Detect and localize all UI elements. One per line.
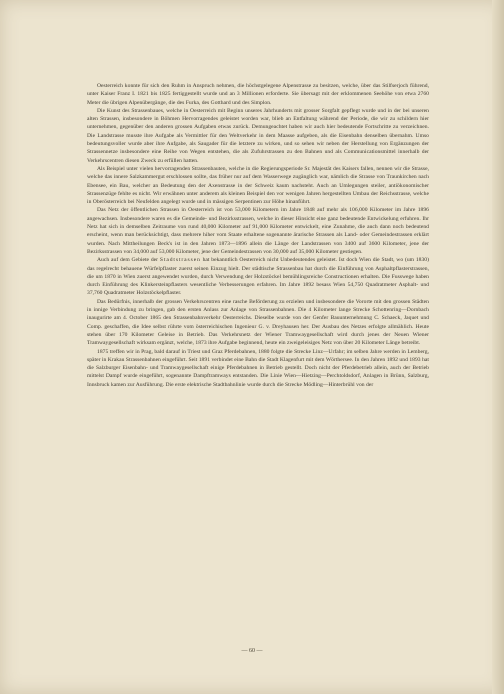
paragraph [87,256,429,297]
paragraph: Als Beispiel unter vielen hervorragenden Strassenbauten, welche in die Regierungsperiode Sr. Majestät des Kaisers fallen, nennen wir die Strasse, welche das innere Salzkammergut erschlossen sollte, das früher nur auf dem Wasserwege zugänglich war, nämlich die Strasse von Traunkirchen nach Ebensee, ein Bau, welcher an Bedeutung den der Axenstrasse in der Schweiz kaum nachsteht. Auch an Umlegungen steiler, antiökonomischer Strassenzüge fehlte es nicht. Wir erwähnen unter anderem als kleinen Beispiel den vor wenigen Jahren hergestellten Umbau der Reichsstrasse, welche in Oberösterreich bei Neufelden angelegt wurde und in mässigen Serpentinen zur Höhe hinanführt. [87,165,429,206]
paragraph: Das Netz der öffentlichen Strassen in Oesterreich ist von 53,000 Kilometern im Jahre 1848 auf mehr als 106,000 Kilometer im Jahre 1896 angewachsen. Insbesondere waren es die Gemeinde- und Bezirksstrassen, welche in dieser Hinsicht eine ganz bedeutende Entwickelung erfuhren. Ihr Netz hat sich in demselben Zeitraume von rund 40,000 Kilometer auf 91,000 Kilometer entwickelt, eine Zunahme, die auch dann noch bedeutend erscheint, wenn man berücksichtigt, dass mehrere hiher vom Staate erhaltene sogenannte ärarische Strassen als Land- oder Gemeindestrassen erklärt wurden. Nach Mittheilungen Beck's ist in den Jahren 1873—1896 allein die Länge der Landstrassen von 3400 auf 3600 Kilometer, jene der Bezirksstrassen von 34,000 auf 53,000 Kilometer, jene der Gemeindestrassen von 30,000 auf 35,000 Kilometer gestiegen. [87,207,429,255]
paragraph: Das Bedürfnis, innerhalb der grossen Verkehrscentren eine rasche Beförderung zu erzielen und insbesondere die Vororte mit den grossen Städten in innige Verbindung zu bringen, gab den ersten Anlass zur Anlage von Strassenbahnen. Die 4 Kilometer lange Strecke Schottenring—Dornbach inaugurirte am 4. October 1865 den Strassenbahnverkehr Oesterreichs. Dieselbe wurde von der Genfer Bauunternehmung C. Schaeck, Jaquet und Comp. geschaffen, die Idee selbst rührte vom österreichischen Ingenieur G. v. Dreyhausen her. Der Ausbau des Netzes erfolgte allmählich. Heute stehen über 170 Kilometer Geleise in Betrieb. Das Verkehrsnetz der Wiener Tramwaygesellschaft wird durch jenes der Neuen Wiener Tramwaygesellschaft wirksam ergänzt, welche, 1873 ihre Aufgabe beginnend, heute ein zweigeleisiges Netz von über 20 Kilometer Länge betreibt. [87,298,429,347]
paragraph-lead: Auch auf dem Gebiete der [97,257,159,264]
paragraph-rest: hat bekanntlich Oesterreich nicht Unbedeutendes geleistet. Ist doch Wien die Stadt, wo (um 1830) das regelrecht behauene Würfelpflaster zuerst seinen Einzug hielt. Der städtische Strassenbau hat durch die Einführung von Asphaltpflasterstrassen, die um 1870 in Wien zuerst angewendet wurden, durch Verwendung der Holzstöckel bemühlingsreiche Constructionen erhalten. Die Fusswege haben durch Einführung des Klinkersteinpflasters wesentliche Verbesserungen erfahren. Im Jahre 1892 besass Wien 54,750 Quadratmeter Asphalt- und 37,760 Quadratmeter Holzstöckelpflaster. [87,257,430,297]
emphasized-term: Stadtstrassen [159,257,201,264]
body-text [87,82,429,389]
paragraph: Die Kunst des Strassenbaues, welche in Oesterreich mit Beginn unseres Jahrhunderts mit grosser Sorgfalt gepflegt wurde und in der bei unseren alten Strassen, insbesondere in Böhmen Hervorragendes geleistet worden war, blieb an Entfaltung während der Periode, die wir zu schildern hier unternehmen, gegenüber den anderen grossen Aufgaben etwas zurück. Demungeachtet haben wir auch hier bedeutende Fortschritte zu verzeichnen. Die Landstrasse musste ihre Aufgabe als Vermittler für den Weltverkehr in dem Maasse aufgeben, als die Eisenbahn denselben übernahm. Umso bedeutungsvoller wurde aber ihre Aufgabe, als Saugader für die letztere zu wirken, und so sehen wir neben der Herstellung von Ergänzungen der Strassennetze insbesondere eine Reihe von Wegen entstehen, die als Zufuhrstrassen zu den Bahnen und als Communicationsmittel innerhalb der Verkehrscentren diesen Zweck zu erfüllen hatten. [87,107,429,164]
page-edge-shadow [492,0,504,694]
paragraph: Oesterreich konnte für sich den Ruhm in Anspruch nehmen, die höchstgelegene Alpenstrasse zu besitzen, welche, über das Stilfserjoch führend, unter Kaiser Franz I. 1821 bis 1825 fertiggestellt wurde und an 3 Millionen erforderte. Sie übersagt mit der erklommenen Seehöhe von etwa 2760 Meter die übrigen Alpenübergänge, die des Furka, des Gotthard und des Simplon. [87,83,429,106]
page-number: — 60 — [241,648,263,654]
paragraph: 1875 treffen wir in Prag, bald darauf in Triest und Graz Pferdebahnen, 1880 folgte die Strecke Linz—Urfahr; im selben Jahre werden in Lemberg, später in Krakau Strassenbahnen eingeführt. Seit 1891 verbindet eine Bahn die Stadt Klagenfurt mit dem Wörthersee. In den Jahren 1892 und 1893 hat die Salzburger Eisenbahn- und Tramwaygesellschaft einige Pferdebahnen in Betrieb gestellt. Doch nicht der Pferdebetrieb allein, auch der Betrieb mittelst Dampf wurde eingeführt, sogenannte Dampftramways entstanden. Die Linie Wien—Hietzing—Perchtoldsdorf, Anlagen in Brünn, Salzburg, Innsbruck kamen zur Ausführung. Die erste elektrische Stadtbahnlinie wurde durch die Strecke Mödling—Hinterbrühl von der [87,348,429,388]
